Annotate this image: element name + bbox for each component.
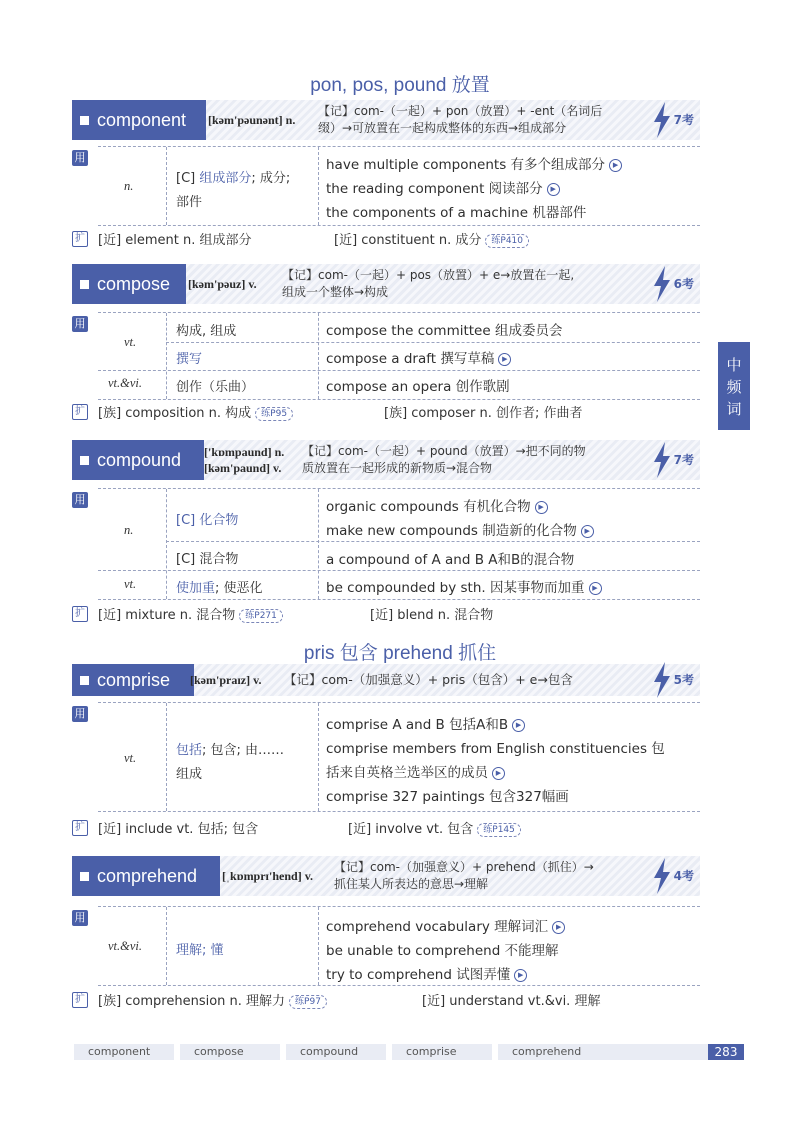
- example-text: comprehend vocabulary 理解词汇: [326, 919, 549, 935]
- example-text: 括来自英格兰选举区的成员: [326, 765, 488, 781]
- related-text: [族] comprehension n. 理解力: [98, 994, 286, 1009]
- divider: [318, 313, 319, 399]
- audio-icon[interactable]: ▶: [589, 582, 602, 595]
- def-rest: ; 成分;: [251, 171, 291, 186]
- side-tab-label: 中频词: [726, 356, 742, 418]
- audio-icon[interactable]: ▶: [498, 353, 511, 366]
- related-text: [近] involve vt. 包含: [348, 822, 474, 837]
- phonetic: [kəm'pəuz] v.: [188, 277, 257, 291]
- part-of-speech: vt.: [124, 751, 137, 765]
- entry-header-compose: [72, 264, 700, 304]
- example-1: [326, 915, 565, 935]
- definition-3: 创作（乐曲）: [176, 380, 255, 395]
- usage-table: [98, 312, 700, 400]
- usage-tag: 用: [72, 316, 88, 332]
- divider: [318, 489, 319, 599]
- usage-tag: 用: [72, 910, 88, 926]
- lightning-icon: [652, 266, 672, 302]
- practice-ref-link[interactable]: 练P410: [485, 234, 529, 248]
- extend-tag: 扩: [72, 606, 88, 622]
- lightning-icon: [652, 662, 672, 698]
- related-text: [近] constituent n. 成分: [334, 233, 482, 248]
- practice-ref-link[interactable]: 练P271: [239, 609, 283, 623]
- example-text: organic compounds 有机化合物: [326, 499, 531, 515]
- related-word-1: [98, 604, 283, 623]
- usage-tag: 用: [72, 706, 88, 722]
- divider: [318, 907, 319, 985]
- divider: [166, 489, 167, 599]
- entry-header-component: [72, 100, 700, 140]
- definition-3: [176, 577, 263, 596]
- audio-icon[interactable]: ▶: [552, 921, 565, 934]
- definition-1: 构成, 组成: [176, 324, 237, 339]
- extend-tag: 扩: [72, 404, 88, 420]
- exam-count: 4考: [673, 869, 694, 883]
- divider: [318, 703, 319, 811]
- phonetic-verb: [kəm'paund] v.: [204, 461, 282, 475]
- related-word-1: [98, 990, 327, 1009]
- practice-ref-link[interactable]: 练P97: [289, 995, 327, 1009]
- related-word-1: [近] element n. 组成部分: [98, 233, 252, 248]
- divider: [166, 541, 700, 542]
- example-3: compose an opera 创作歌剧: [326, 379, 510, 395]
- example-4: comprise 327 paintings 包含327幅画: [326, 789, 569, 805]
- usage-table: [98, 146, 700, 226]
- part-of-speech: n.: [124, 523, 134, 537]
- example-3: [326, 963, 527, 983]
- exam-count: 5考: [673, 673, 694, 687]
- related-word-2: [近] understand vt.&vi. 理解: [422, 994, 601, 1009]
- audio-icon[interactable]: ▶: [492, 767, 505, 780]
- part-of-speech: vt.&vi.: [108, 939, 143, 953]
- divider: [166, 313, 167, 399]
- headword: comprehend: [97, 866, 198, 886]
- def-label: [C]: [176, 171, 200, 186]
- memory-tip-line2: 缀）→可放置在一起构成整体的东西→组成部分: [318, 121, 567, 135]
- extend-tag: 扩: [72, 820, 88, 836]
- divider: [166, 342, 700, 343]
- related-word-2: [348, 818, 521, 837]
- related-text: [族] composition n. 构成: [98, 406, 252, 421]
- definition-2: 撰写: [176, 352, 203, 367]
- lightning-icon: [652, 102, 672, 138]
- related-word-2: [近] blend n. 混合物: [370, 608, 494, 623]
- definition: [176, 167, 290, 186]
- footer-word-index: [74, 1044, 750, 1060]
- lightning-icon: [652, 442, 672, 478]
- example-3: [326, 761, 505, 781]
- headword: component: [97, 110, 187, 130]
- memory-tip-line1: 【记】com-（一起）+ pos（放置）+ e→放置在一起,: [282, 268, 575, 282]
- def-rest: ; 使恶化: [215, 581, 263, 596]
- memory-tip-line2: 抓住某人所表达的意思→理解: [334, 877, 489, 891]
- audio-icon[interactable]: ▶: [609, 159, 622, 172]
- example-3: the components of a machine 机器部件: [326, 205, 587, 221]
- definition-1: [C] 化合物: [176, 513, 239, 528]
- usage-tag: 用: [72, 492, 88, 508]
- side-tab-frequency[interactable]: [718, 342, 750, 430]
- square-bullet-icon: [80, 116, 89, 125]
- related-text: [近] mixture n. 混合物: [98, 608, 236, 623]
- phonetic: [kəm'pəunənt] n.: [208, 113, 296, 127]
- example-1: compose the committee 组成委员会: [326, 323, 563, 339]
- footer-word[interactable]: compose: [180, 1044, 280, 1060]
- divider: [98, 370, 700, 371]
- divider: [166, 147, 167, 225]
- square-bullet-icon: [80, 456, 89, 465]
- headword-box: [72, 100, 206, 140]
- audio-icon[interactable]: ▶: [512, 719, 525, 732]
- audio-icon[interactable]: ▶: [535, 501, 548, 514]
- memory-tip: 【记】com-（加强意义）+ pris（包含）+ e→包含: [284, 672, 573, 687]
- memory-tip-line2: 组成一个整体→构成: [282, 285, 389, 299]
- def-highlight: 包括: [176, 743, 203, 758]
- definition-2: [C] 混合物: [176, 552, 239, 567]
- example-2: [326, 177, 560, 197]
- example-1: [326, 713, 525, 733]
- part-of-speech: vt.: [124, 335, 137, 349]
- audio-icon[interactable]: ▶: [581, 525, 594, 538]
- headword-box: [72, 664, 194, 696]
- example-text: compose a draft 撰写草稿: [326, 351, 495, 367]
- example-text: comprise A and B 包括A和B: [326, 717, 509, 733]
- audio-icon[interactable]: ▶: [547, 183, 560, 196]
- headword: compound: [97, 450, 182, 470]
- phonetic: [kəm'praɪz] v.: [190, 673, 262, 687]
- example-text: have multiple components 有多个组成部分: [326, 157, 606, 173]
- square-bullet-icon: [80, 676, 89, 685]
- definition-2: 组成: [176, 767, 203, 782]
- example-2: [326, 519, 594, 539]
- def-highlight: 使加重: [176, 581, 216, 596]
- headword: compose: [97, 274, 171, 294]
- phonetic-noun: ['kɒmpaund] n.: [204, 445, 285, 459]
- def-rest: ; 包含; 由……: [202, 743, 285, 758]
- example-4: [326, 576, 602, 596]
- footer-word[interactable]: component: [74, 1044, 174, 1060]
- practice-ref-link[interactable]: 练P145: [477, 823, 521, 837]
- divider: [98, 570, 700, 571]
- square-bullet-icon: [80, 280, 89, 289]
- example-2: [326, 347, 511, 367]
- example-2: be unable to comprehend 不能理解: [326, 943, 559, 959]
- headword-box: [72, 856, 220, 896]
- entry-header-compound: [72, 440, 700, 480]
- extend-tag: 扩: [72, 992, 88, 1008]
- example-text: the reading component 阅读部分: [326, 181, 543, 197]
- footer-word[interactable]: compound: [286, 1044, 386, 1060]
- entry-header-comprehend: [72, 856, 700, 896]
- memory-tip-line2: 质放置在一起形成的新物质→混合物: [302, 461, 493, 475]
- example-3: a compound of A and B A和B的混合物: [326, 552, 575, 568]
- related-word-1: [近] include vt. 包括; 包含: [98, 822, 259, 837]
- def-highlight: 组成部分: [199, 171, 252, 186]
- usage-tag: 用: [72, 150, 88, 166]
- root-heading-pon: pon, pos, pound 放置: [310, 75, 490, 96]
- example-text: try to comprehend 试图弄懂: [326, 967, 511, 983]
- memory-tip-line1: 【记】com-（加强意义）+ prehend（抓住）→: [334, 860, 594, 874]
- page-number: 283: [708, 1044, 744, 1060]
- extend-tag: 扩: [72, 231, 88, 247]
- practice-ref-link[interactable]: 练P95: [255, 407, 293, 421]
- memory-tip-line1: 【记】com-（一起）+ pon（放置）+ -ent（名词后: [318, 104, 603, 118]
- usage-table: [98, 488, 700, 600]
- footer-word[interactable]: comprehend: [498, 1044, 712, 1060]
- divider: [166, 907, 167, 985]
- divider: [318, 147, 319, 225]
- audio-icon[interactable]: ▶: [514, 969, 527, 982]
- definition-2: 部件: [176, 195, 203, 210]
- part-of-speech: vt.&vi.: [108, 376, 143, 390]
- footer-word[interactable]: comprise: [392, 1044, 492, 1060]
- example-1: [326, 153, 622, 173]
- example-2: comprise members from English constituencies 包: [326, 741, 665, 757]
- exam-count: 6考: [673, 277, 694, 291]
- part-of-speech: n.: [124, 179, 134, 193]
- related-word-2: [族] composer n. 创作者; 作曲者: [384, 406, 583, 421]
- definition: 理解; 懂: [176, 943, 224, 958]
- square-bullet-icon: [80, 872, 89, 881]
- headword: comprise: [97, 670, 171, 690]
- usage-table: [98, 906, 700, 986]
- usage-table: [98, 702, 700, 812]
- headword-box: [72, 440, 204, 480]
- lightning-icon: [652, 858, 672, 894]
- example-1: [326, 495, 548, 515]
- entry-header-comprise: [72, 664, 700, 696]
- root-heading-pris: pris 包含 prehend 抓住: [303, 643, 497, 664]
- example-text: be compounded by sth. 因某事物而加重: [326, 580, 585, 596]
- exam-count: 7考: [673, 113, 694, 127]
- headword-box: [72, 264, 186, 304]
- exam-count: 7考: [673, 453, 694, 467]
- definition-1: [176, 739, 284, 758]
- phonetic: [ˌkɒmprɪ'hend] v.: [222, 869, 314, 883]
- divider: [166, 703, 167, 811]
- part-of-speech: vt.: [124, 577, 137, 591]
- related-word-1: [98, 402, 293, 421]
- memory-tip-line1: 【记】com-（一起）+ pound（放置）→把不同的物: [302, 444, 586, 458]
- example-text: make new compounds 制造新的化合物: [326, 523, 577, 539]
- related-word-2: [334, 229, 529, 248]
